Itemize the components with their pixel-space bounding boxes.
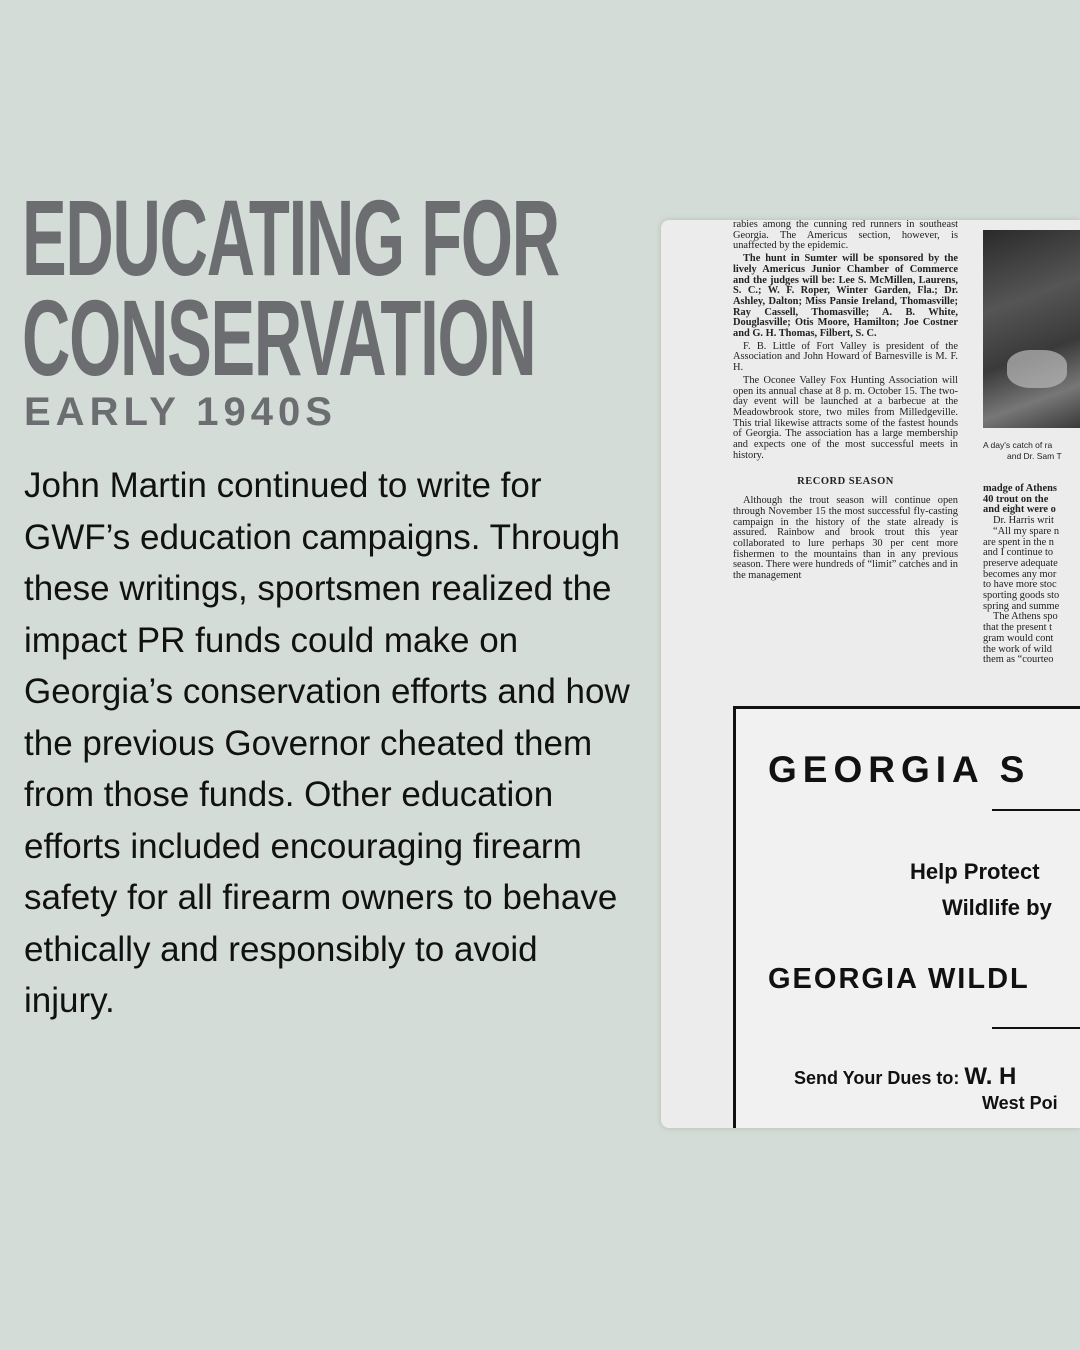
caption-line: and Dr. Sam T [1007,451,1062,461]
ad-rule [992,1027,1080,1029]
body-paragraph: John Martin continued to write for GWF’s education campaigns. Through these writings, sportsmen realized the impact PR funds could make on Georgia’s conservation efforts and how the previous Governor cheated them from those funds. Other education efforts included encouraging firearm safety for all firearm owners to behave ethically and responsibly to avoid injury. [24,466,630,1020]
clipping-line: them as “courteo [983,654,1054,666]
clipping-paragraph: F. B. Little of Fort Valley is president of the Association and John Howard of Barnesville is M. F. H. [733,340,958,374]
clipping-line: gram would cont [983,632,1054,644]
clipping-line: 40 trout on the [983,493,1049,505]
ad-dues-name: W. H [964,1063,1017,1090]
subtitle: EARLY 1940S [24,390,337,434]
clipping-line: the work of wild [983,643,1052,655]
clipping-line: spring and summe [983,600,1060,612]
clipping-line: The Athens spo [993,611,1058,623]
clipping-paragraph: Although the trout season will continue open through November 15 the most successful fly-casting campaign in the history of the state already is assured. Rainbow and brook trout this year collaborated to lure perhaps 30 per cent more fishermen to the mountains than in any previous season. There were hundreds of “limit” catches and in the management [733,495,958,582]
clipping-paragraph: rabies among the cunning red runners in southeast Georgia. The Americus section, however, is unaffected by the epidemic. [733,220,958,252]
clipping-paragraph: The Oconee Valley Fox Hunting Association will open its annual chase at 8 p. m. October 15. The two-day event will be launched at a barbecue at the Meadowbrook store, two miles from Milledgeville. This trial likewise attracts some of the fastest hounds of Georgia. The association has a large membership and expects one of the most successful meets in history. [733,374,958,461]
clipping-line: preserve adequate [983,557,1058,569]
clipping-heading: RECORD SEASON [797,476,894,488]
ad-line: Wildlife by [942,895,1052,920]
title-line-1: EDUCATING FOR [22,177,559,298]
clipping-line: that the present t [983,622,1052,634]
page-title [22,177,559,398]
newspaper-clipping [661,220,1080,1128]
clipping-line: and eight were o [983,504,1056,516]
membership-ad [733,706,1080,1128]
fish-catch-photo [983,230,1080,428]
clipping-line: to have more stoc [983,579,1057,591]
clipping-line: Dr. Harris writ [993,515,1054,527]
caption-line: A day's catch of ra [983,440,1053,450]
clipping-line: becomes any mor [983,568,1057,580]
clipping-line: and I continue to [983,547,1054,559]
clipping-paragraph: The hunt in Sumter will be sponsored by the lively Americus Junior Chamber of Commerce and the judges will be: Lee S. McMillen, Laurens, S. C.; W. F. Roper, Winter Garden, Fla.; Dr. Ashley, Dalton; Miss Pansie Ireland, Thomasville; Ray Cassell, Thomasville; A. B. White, Douglasville; Otis Moore, Hamilton; Joe Costner and G. H. Thomas, Filbert, S. C. [733,253,958,340]
clipping-line: madge of Athens [983,483,1057,494]
photo-caption [983,440,1080,462]
clipping-line: “All my spare n [993,525,1060,537]
ad-line: Help Protect [910,859,1040,884]
clipping-column-a [733,220,958,584]
ad-rule [992,809,1080,811]
clipping-column-b [983,484,1080,666]
ad-city: West Poi [982,1093,1058,1113]
ad-dues [794,1063,1016,1091]
title-line-2: CONSERVATION [22,277,536,398]
clipping-line: sporting goods sto [983,590,1060,602]
clipping-line: are spent in the n [983,536,1054,548]
ad-org-name: GEORGIA WILDL [768,963,1030,995]
ad-dues-label: Send Your Dues to: [794,1068,960,1088]
ad-title: GEORGIA S [768,749,1031,790]
